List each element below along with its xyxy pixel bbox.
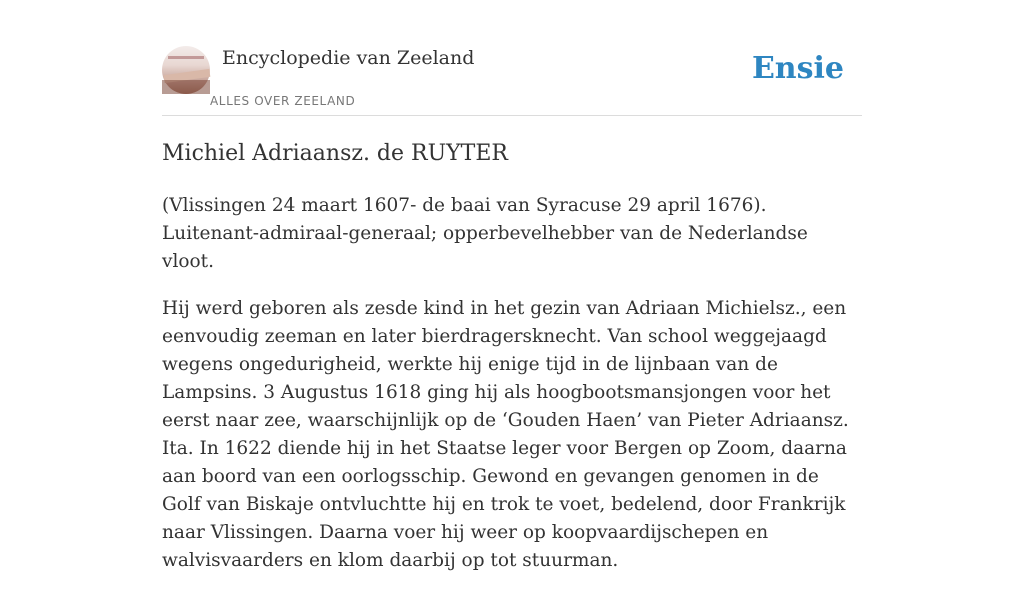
article-paragraph: (Vlissingen 24 maart 1607- de baai van Syracuse 29 april 1676). Luitenant-admiraal-generaal; opperbevelhebber van de Nederlandse vloot.	[162, 195, 808, 272]
site-tagline: ALLES OVER ZEELAND	[210, 94, 356, 108]
article-title: Michiel Adriaansz. de RUYTER	[162, 141, 508, 166]
article-paragraph: Hij werd geboren als zesde kind in het gezin van Adriaan Michielsz., een eenvoudig zeeman en later bierdragersknecht. Van school weggejaagd wegens ongedurigheid, werkte hij enige tijd in de lijnbaan van de Lampsins. 3 Augustus 1618 ging hij als hoogbootsmansjongen voor het eerst naar zee, waarschijnlijk op de ‘Gouden Haen’ van Pieter Adriaansz. Ita. In 1622 diende hij in het Staatse leger voor Bergen op Zoom, daarna aan boord van een oorlogsschip. Gewond en gevangen genomen in de Golf van Biskaje ontvluchtte hij en trok te voet, bedelend, door Frankrijk naar Vlissingen. Daarna voer hij weer op koopvaardijschepen en walvisvaarders en klom daarbij op tot stuurman.	[162, 298, 849, 571]
article-body	[162, 192, 862, 594]
site-header	[162, 46, 862, 116]
ensie-logo-link[interactable]: Ensie	[751, 51, 844, 86]
site-avatar[interactable]	[162, 46, 210, 94]
site-title-link[interactable]: Encyclopedie van Zeeland	[222, 47, 475, 69]
